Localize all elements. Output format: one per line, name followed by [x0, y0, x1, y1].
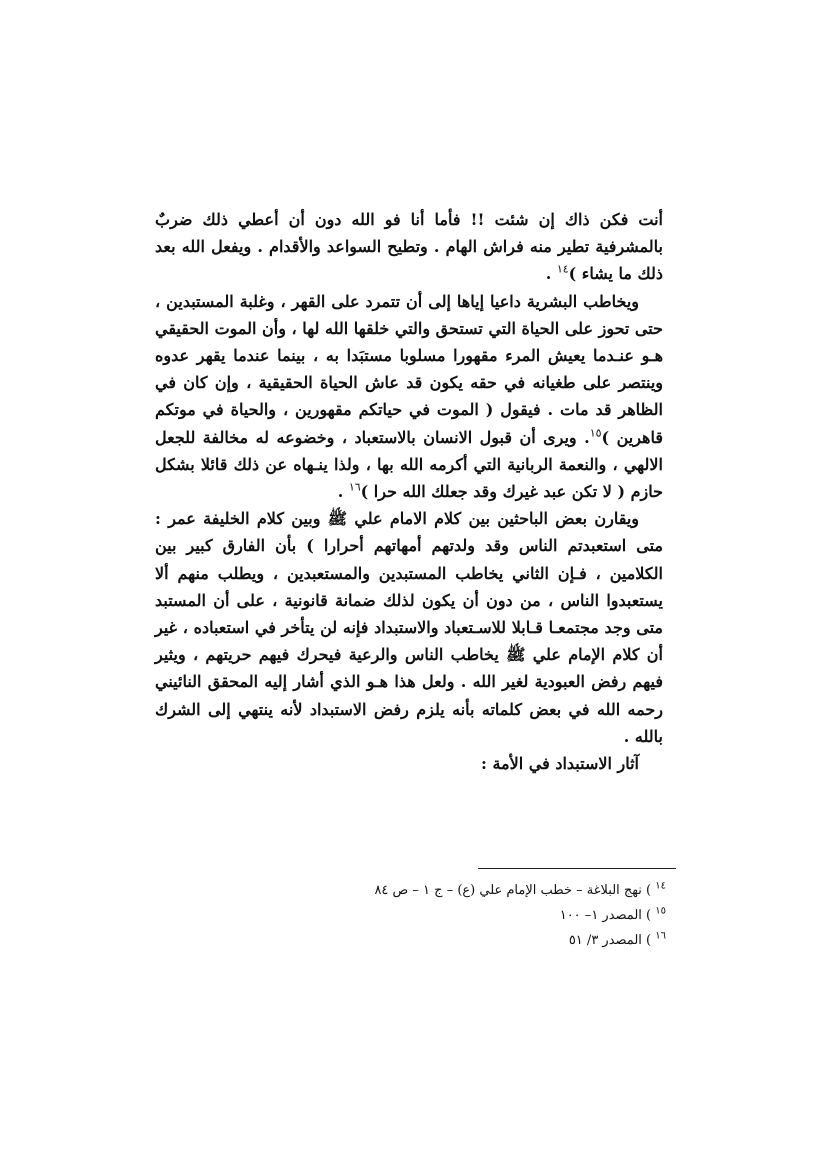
paragraph-1 — [155, 206, 663, 288]
paragraph-1-text: أنت فكن ذاك إن شئت !! فأما أنا فو الله دون أن أعطي ذلك ضربٌ بالمشرفية تطير منه فراش الهام . وتطيح السواعد والأقدام . ويفعل الله بعد ذلك ما يشاء ) — [155, 210, 663, 284]
footnote-ref-16[interactable]: ١٦ — [348, 480, 361, 494]
footnote-text: ) نهج البلاغة – خطب الإمام علي (ع) – ج ١ – ص ٨٤ — [374, 883, 652, 898]
footnote-14 — [158, 878, 666, 903]
footnote-number: ١٥ — [655, 905, 666, 917]
footnote-number: ١٤ — [655, 880, 666, 892]
footnote-text: ) المصدر ٣/ ٥١ — [568, 933, 652, 948]
section-heading: آثار الاستبداد في الأمة : — [481, 754, 639, 774]
footnote-ref-15[interactable]: ١٥ — [589, 426, 602, 440]
paragraph-3 — [155, 505, 663, 750]
paragraph-1-tail: . — [545, 264, 557, 284]
paragraph-2 — [155, 288, 663, 506]
footnote-number: ١٦ — [655, 930, 666, 942]
footnote-divider — [478, 868, 676, 869]
paragraph-2-tail-end: . — [337, 482, 349, 502]
footnote-text: ) المصدر ١– ١٠٠ — [559, 908, 652, 923]
paragraph-2-tail: . ويرى أن قبول الانسان بالاستعباد ، وخضوعه له مخالفة للجعل الالهي ، والنعمة الربانية التي أكرمه الله بها ، ولذا ينـهاه عن ذلك قائلا بشكل حازم ( لا تكن عبد غيرك وقد جعلك الله حرا ) — [155, 427, 663, 502]
paragraph-2-text: ويخاطب البشرية داعيا إياها إلى أن تتمرد على القهر ، وغلبة المستبدين ، حتى تحوز على الحياة التي تستحق والتي خلقها الله لها ، وأن الموت الحقيقي هـو عنـدما يعيش المرء مقهورا مسلوبا مستبَدا به ، بينما عندما يقهر عدوه وينتصر على طغيانه في حقه يكون قد عاش الحياة الحقيقية ، وإن كان في الظاهر قد مات . فيقول ( الموت في حياتكم مقهورين ، والحياة في موتكم قاهرين ) — [155, 291, 663, 447]
main-text-block — [155, 206, 663, 777]
footnote-ref-14[interactable]: ١٤ — [556, 263, 569, 277]
paragraph-3-text: ويقارن بعض الباحثين بين كلام الامام علي ﷺ وبين كلام الخليفة عمر : متى استعبدتم الناس وقد ولدتهم أمهاتهم أحرارا ) بأن الفارق كبير بين الكلامين ، فـإن الثاني يخاطب المستبدين والمستعبدين ، ويطلب منهم ألا يستعبدوا الناس ، من دون أن يكون لذلك ضمانة قانونية ، على أن المستبد متى وجد مجتمعـا قـابلا للاسـتعباد والاستبداد فإنه لن يتأخر في استعباده ، غير أن كلام الإمام علي ﷺ يخاطب الناس والرعية فيحرك فيهم حريتهم ، ويثير فيهم رفض العبودية لغير الله . ولعل هذا هـو الذي أشار إليه المحقق النائيني رحمه الله في بعض كلماته بأنه يلزم رفض الاستبداد لأنه ينتهي إلى الشرك بالله . — [155, 509, 663, 746]
footnote-16 — [158, 928, 666, 953]
footnotes-block — [158, 878, 666, 953]
footnote-15 — [158, 903, 666, 928]
